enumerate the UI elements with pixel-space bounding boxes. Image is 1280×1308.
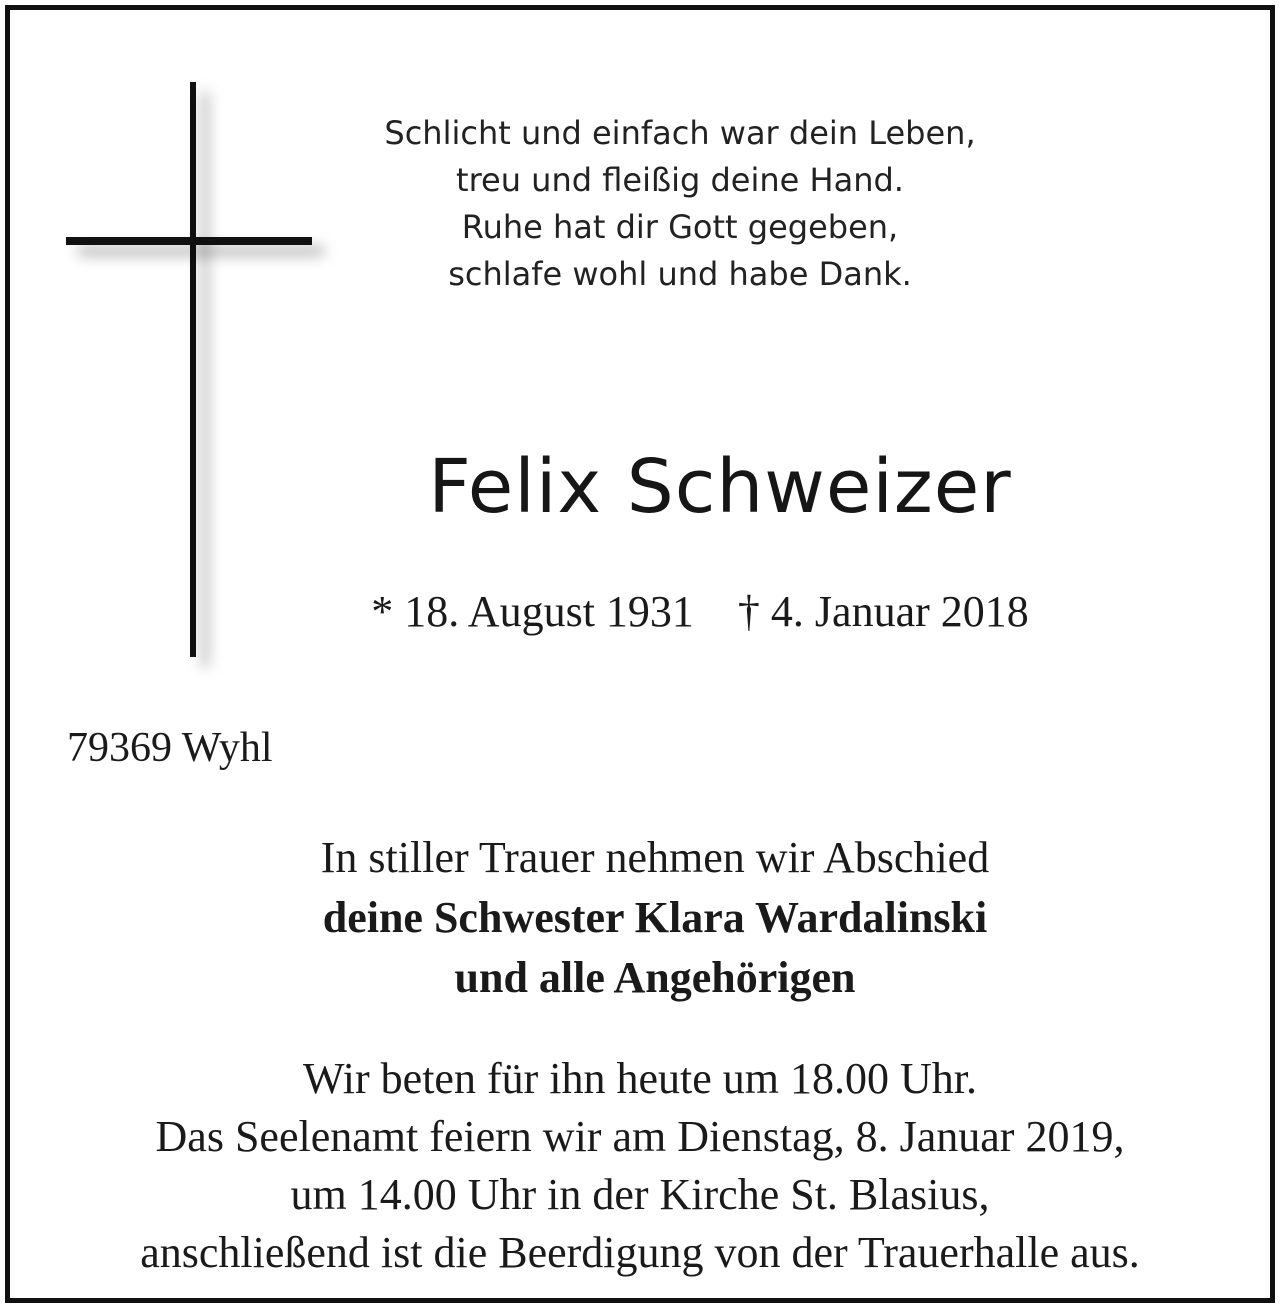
location: 79369 Wyhl: [67, 725, 273, 771]
service-line: um 14.00 Uhr in der Kirche St. Blasius,: [290, 1170, 990, 1219]
poem-line: Ruhe hat dir Gott gegeben,: [461, 208, 899, 246]
cross-vertical-bar: [190, 82, 196, 657]
mourners-block: [110, 828, 1200, 1008]
life-dates: [300, 584, 1100, 640]
birth-date: * 18. August 1931: [371, 587, 694, 636]
service-line: Das Seelenamt feiern wir am Dienstag, 8. Januar 2019,: [155, 1112, 1125, 1161]
death-date: † 4. Januar 2018: [737, 587, 1029, 636]
poem-line: schlafe wohl und habe Dank.: [448, 255, 912, 293]
obituary-frame: [5, 5, 1275, 1303]
cross-horizontal-bar: [66, 237, 312, 245]
service-line: Wir beten für ihn heute um 18.00 Uhr.: [303, 1054, 977, 1103]
poem: [340, 110, 1020, 298]
service-info: [10, 1050, 1270, 1282]
mourners-line: deine Schwester Klara Wardalinski: [322, 893, 988, 942]
mourners-line: und alle Angehörigen: [454, 953, 856, 1002]
deceased-name: Felix Schweizer: [428, 444, 1012, 530]
mourners-intro: In stiller Trauer nehmen wir Abschied: [320, 833, 990, 882]
service-line: anschließend ist die Beerdigung von der Trauerhalle aus.: [140, 1228, 1140, 1277]
poem-line: treu und fleißig deine Hand.: [456, 161, 904, 199]
poem-line: Schlicht und einfach war dein Leben,: [384, 114, 976, 152]
